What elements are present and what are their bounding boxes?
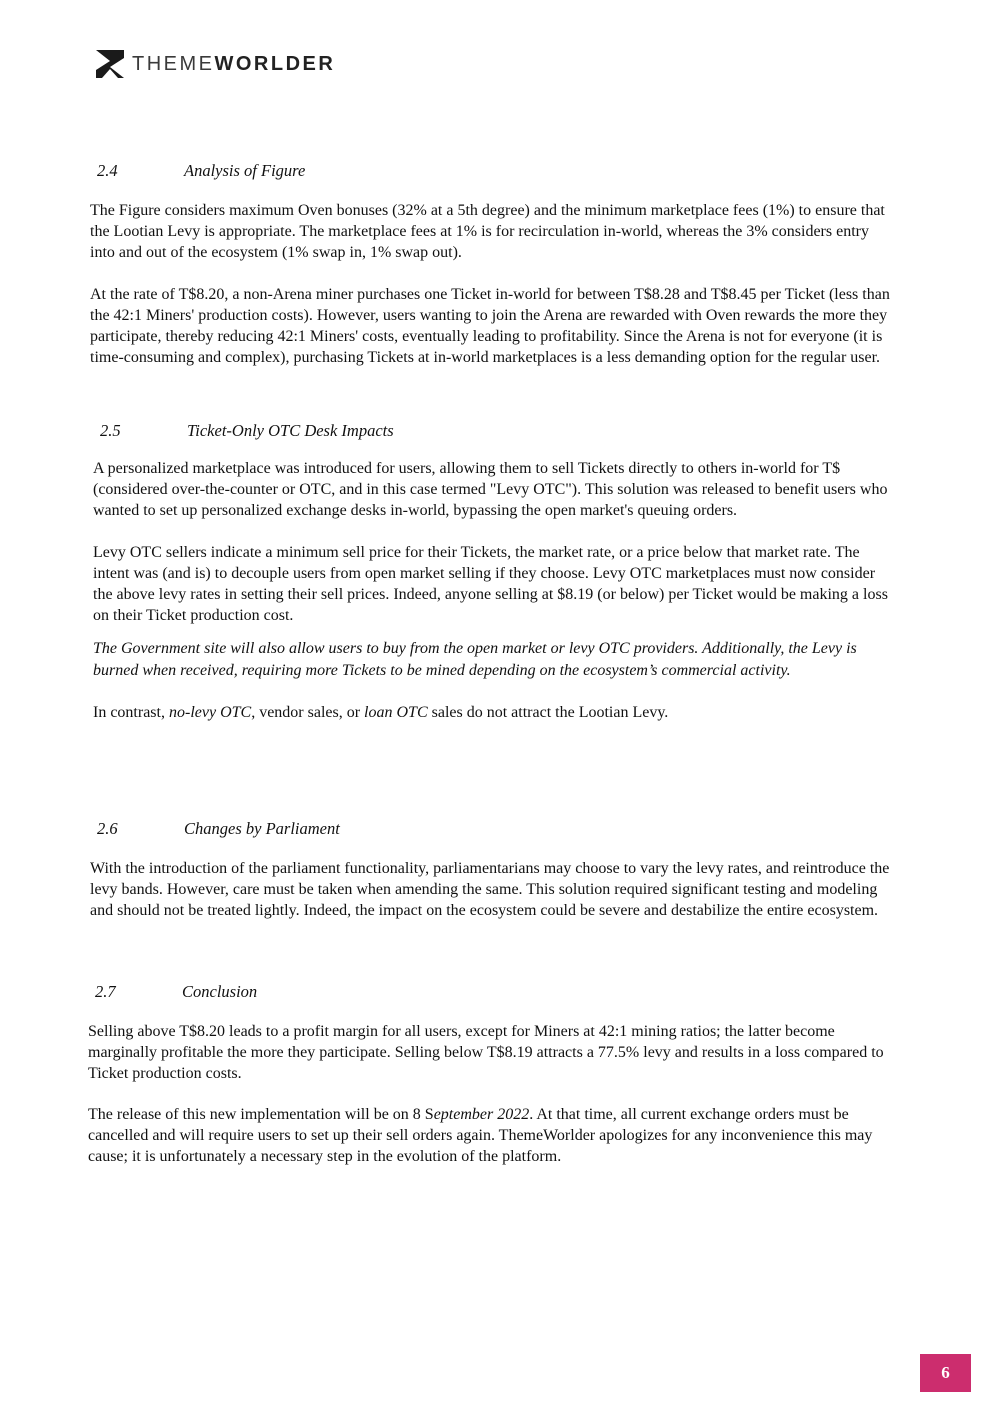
logo-wordmark (132, 50, 335, 78)
text-run-italic: loan OTC (364, 704, 428, 721)
section-heading (90, 818, 890, 840)
themeworlder-logo (96, 50, 335, 78)
text-run: , vendor sales, or (251, 704, 365, 721)
text-run-italic: no-levy OTC (168, 704, 252, 721)
section-heading (90, 160, 890, 182)
section-2-5 (93, 420, 893, 723)
section-heading (88, 981, 888, 1003)
paragraph: The Figure considers maximum Oven bonuses (32% at a 5th degree) and the minimum marketplace fees (1%) to ensure that the Lootian Levy is appropriate. The marketplace fees at 1% is for recirculation in-world, whereas the 3% considers entry into and out of the ecosystem (1% swap in, 1% swap out). (90, 202, 885, 261)
paragraph: Levy OTC sellers indicate a minimum sell price for their Tickets, the market rate, or a price below that market rate. The intent was (and is) to decouple users from open market selling if they choose. Levy OTC marketplaces must now consider the above levy rates in setting their sell prices. Indeed, anyone selling at $8.19 (or below) per Ticket would be making a loss on their Ticket production cost. (93, 544, 888, 624)
logo-text-bold: WORLDER (214, 53, 336, 75)
text-run: The release of this new implementation will be on 8 S (88, 1106, 434, 1123)
page-number-badge: 6 (920, 1354, 971, 1392)
text-run: sales do not attract the Lootian Levy. (427, 704, 669, 721)
section-title: Conclusion (182, 982, 258, 1001)
section-heading (93, 420, 893, 442)
logo-text-thin: THEME (132, 53, 215, 75)
section-number: 2.7 (95, 982, 116, 1001)
paragraph: A personalized marketplace was introduced for users, allowing them to sell Tickets directly to others in-world for T$ (considered over-the-counter or OTC, and in this case termed "Levy OTC"). This solution was released to benefit users who wanted to set up personalized exchange desks in-world, bypassing the open market's queuing orders. (93, 460, 888, 519)
text-run: In contrast, (93, 704, 169, 721)
section-number: 2.4 (97, 161, 118, 180)
themeworlder-logo-icon (96, 50, 124, 78)
paragraph-contrast (93, 702, 893, 723)
paragraph: At the rate of T$8.20, a non-Arena miner purchases one Ticket in-world for between T$8.28 and T$8.45 per Ticket (less than the 42:1 Miners' production costs). However, users wanting to join the Arena are rewarded with Oven rewards the more they participate, thereby reducing 42:1 Miners' costs, eventually leading to profitability. Since the Arena is not for everyone (it is time-consuming and complex), purchasing Tickets at in-world marketplaces is a less demanding option for the regular user. (90, 286, 890, 366)
section-number: 2.6 (97, 819, 118, 838)
section-2-4 (90, 160, 890, 368)
section-2-7 (88, 981, 888, 1167)
section-number: 2.5 (100, 421, 121, 440)
text-run-italic: eptember 2022 (433, 1106, 530, 1123)
paragraph: Selling above T$8.20 leads to a profit margin for all users, except for Miners at 42:1 mining ratios; the latter become marginally profitable the more they participate. Selling below T$8.19 attracts a 77.5% levy and results in a loss compared to Ticket production costs. (88, 1023, 884, 1082)
paragraph: With the introduction of the parliament functionality, parliamentarians may choose to vary the levy rates, and reintroduce the levy bands. However, care must be taken when amending the same. This solution required significant testing and modeling and should not be treated lightly. Indeed, the impact on the ecosystem could be severe and destabilize the entire ecosystem. (90, 860, 890, 919)
section-2-6 (90, 818, 890, 921)
paragraph-release (88, 1104, 888, 1167)
section-title: Analysis of Figure (184, 161, 306, 180)
section-title: Changes by Parliament (184, 819, 340, 838)
section-title: Ticket-Only OTC Desk Impacts (187, 421, 394, 440)
text-run: . At that time, all current exchange orders must be cancelled and will require users to set up their sell orders again. ThemeWorlder apologizes for any inconvenience this may cause; it is unfortunately a necessary step in the evolution of the platform. (88, 1106, 873, 1165)
paragraph-italic: The Government site will also allow users to buy from the open market or levy OTC providers. Additionally, the Levy is burned when received, requiring more Tickets to be mined depending on the ecosystem’s commercial activity. (93, 640, 857, 679)
